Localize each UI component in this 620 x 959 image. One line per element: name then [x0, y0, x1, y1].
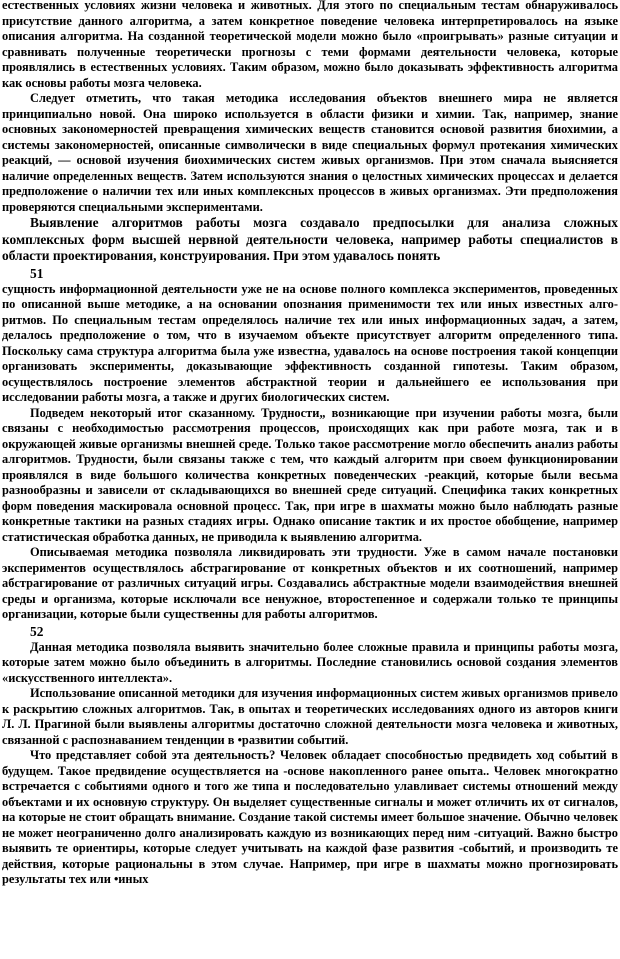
paragraph-complex-algorithms: Использование описанной методики для изучения информационных систем живых организмов привело к раскрытию сложных алгоритмов. Так, в опытах и теоретических исследованиях одного из авторов книги Л. Л. Прагиной были выявлены алгоритмы достаточно сложной деятельности мозга человека и животных, связанной с распознаванием тенденции в •развитии событий.	[2, 686, 618, 747]
page-number-51: 51	[30, 265, 44, 281]
paragraph-described-method: Описываемая методика позволяла ликвидировать эти трудности. Уже в самом начале постановки экспериментов осуществлялось абстрагирование от конкретных объектов и их соотношений, например абстрагирование от различных ситуаций игры. Создавались абстрактные модели взаимодействия внешней среды и организма, которые исключали все ненужное, второстепенное и содержали только те принципы организации, которые были существенны для работы алгоритмов.	[2, 545, 618, 622]
page-number-52: 52	[30, 623, 44, 639]
paragraph-artificial-intelligence: Данная методика позволяла выявить значительно более сложные правила и принципы работы мозга, которые затем можно было объединить в алгоритмы. Последние становились основой создания элементов «искусственного интеллекта».	[2, 639, 618, 685]
paragraph-continuation: естественных условиях жизни человека и животных. Для этого по специальным тестам обнаруживалось присутствие данного алгоритма, а затем конкретное поведение человека интерпретировалось на языке описания алгоритма. На созданной теоретической модели можно было «проигрывать» разные ситуации и сравнивать полученные теоретически прогнозы с теми формами деятельности человека, которые проявлялись в естественных условиях. Таким образом, можно было доказывать эффективность алгоритма как основы работы мозга человека.	[2, 0, 618, 90]
paragraph-summary: Подведем некоторый итог сказанному. Трудности„ возникающие при изучении работы мозга, были связаны с необходимостью рассмотрения процессов, происходящих как при работе мозга, так и в окружающей живые организмы внешней среде. Только такое рассмотрение могло обеспечить анализ работы алгоритмов. Трудности, были связаны также с тем, что каждый алгоритм при своем функционировании проявлялся в виде большого количества конкретных поведенческих -реакций, которые были весьма разнообразны и зависели от складывающихся во внешней среде ситуаций. Специфика таких конкретных форм поведения маскировала основной процесс. Так, при игре в шахматы можно было наблюдать разные конкретные тактики на разных стадиях игры. Однако описание тактик и их простое обобщение, например статистическая обработка данных, не приводила к выявлению алгоритма.	[2, 405, 618, 544]
page-text	[2, 0, 618, 888]
paragraph-methodology: Следует отметить, что такая методика исследования объектов внешнего мира не является принципиально новой. Она широко используется в области физики и химии. Так, например, знание основных закономерностей превращения химических веществ становится основой развития биохимии, а системы закономерностей, описанные символически в виде специальных формул протекания химических реакций, — основой изучения биохимических систем живых организмов. При этом сначала выясняется наличие определенных веществ. Затем используются знания о целостных химических процессах и делается предположение о наличии тех или иных комплексных процессов в живых организмах. Эти предположения проверяются специальными экспериментами.	[2, 91, 618, 214]
paragraph-information-activity: сущность информационной деятельности уже не на основе полного комплекса экспериментов, проведенных по описанной выше методике, а на основании опознания применимости тех или иных известных алго-ритмов. По специальным тестам определялось наличие тех или иных информационных задач, а затем, делалось предположение о том, что в изучаемом объекте присутствует алгоритм определенного типа. Поскольку сама структура алгоритма была уже известна, удавалось на основе построения такой концепции организовать эксперименты, доказывающие эффективность созданной гипотезы. Таким образом, осуществлялось построение элементов абстрактной теории и дальнейшего ее использования при исследовании работы мозга, а также и других биологических систем.	[2, 281, 618, 405]
paragraph-algorithm-identification: Выявление алгоритмов работы мозга создавало предпосылки для анализа сложных комплексных форм высшей нервной деятельности человека, например работы специалистов в области проектирования, конструирования. При этом удавалось понять	[2, 215, 618, 264]
paragraph-foresight: Что представляет собой эта деятельность? Человек обладает способностью предвидеть ход событий в будущем. Такое предвидение осуществляется на -основе накопленного ранее опыта.. Человек многократно встречается с событиями одного и того же типа и последовательно улавливает системы отношений между объектами и их основную структуру. Он выделяет существенные сигналы и может отличить их от сигналов, на которые не стоит обращать внимание. Создание такой системы имеет большое значение. Обычно человек не может неограниченно долго анализировать каждую из возникающих перед ним -ситуаций. Важно быстро выявить те ориентиры, которые следует учитывать на каждой фазе развития -событий, и производить те действия, которые рациональны в этом случае. Например, при игре в шахматы можно прогнозировать результаты тех или •иных	[2, 748, 618, 887]
